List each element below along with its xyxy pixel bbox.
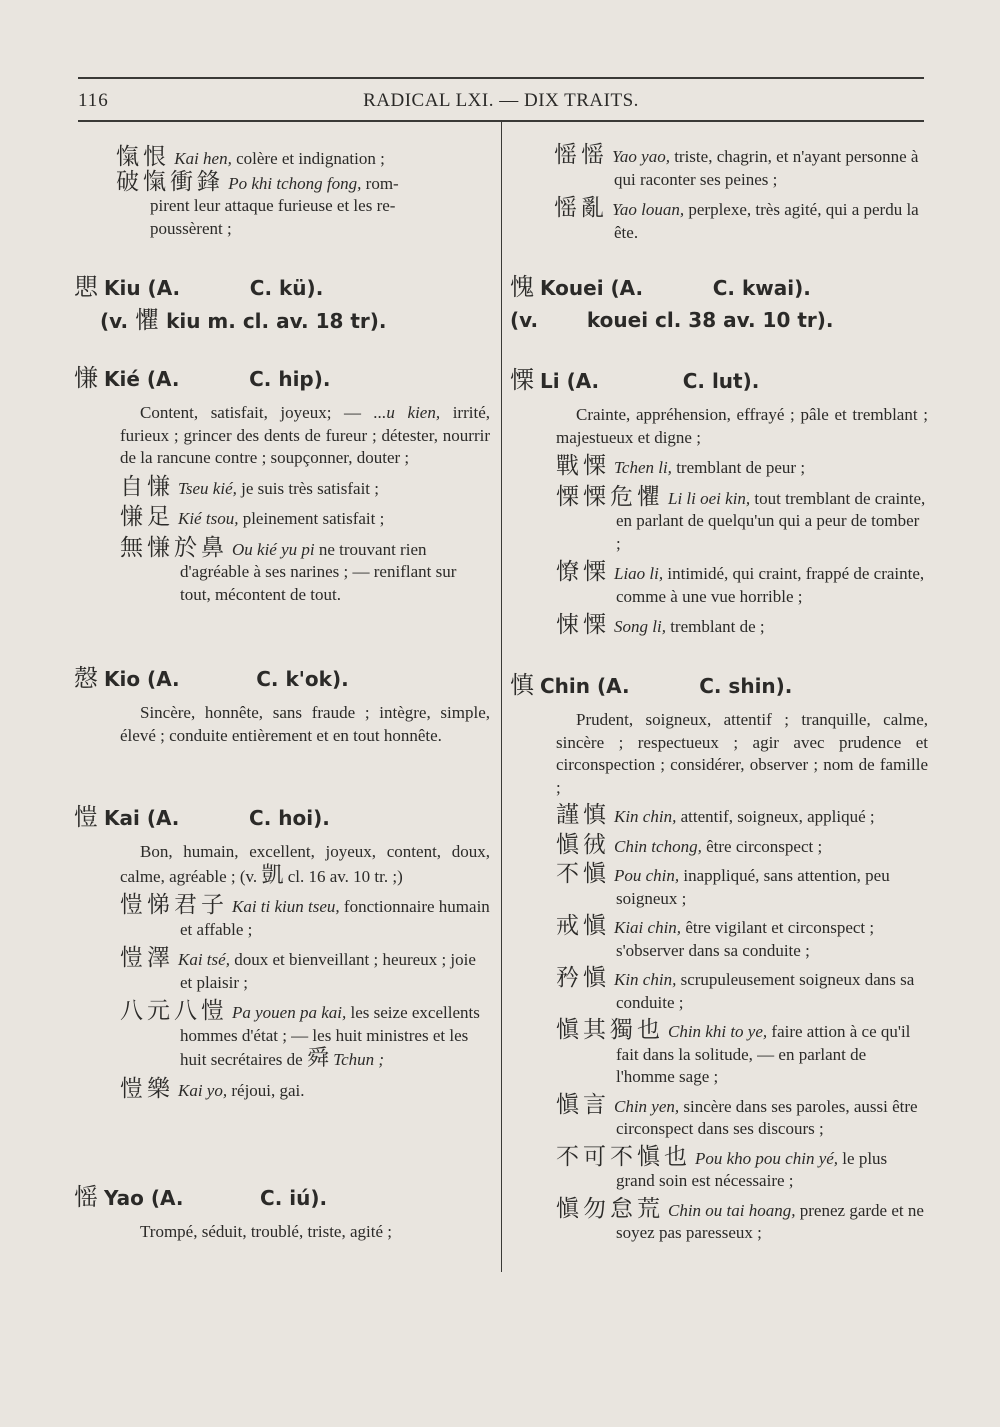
chinese-text: 破愾衝鋒 <box>116 168 224 194</box>
definition-text: scrupuleusement soigneux dans sa conduite ; <box>616 970 915 1012</box>
variant-character: 凱 <box>261 861 284 887</box>
example <box>556 1019 928 1089</box>
romanization: Kié tsou, <box>178 509 239 528</box>
head-character: 慤 <box>74 664 98 692</box>
romanization: Chin khi to ye, <box>668 1022 768 1041</box>
entry-heading: Chin (A. C. shin). <box>540 674 793 698</box>
chinese-text: 謹慎 <box>556 802 610 827</box>
entry-heading: Kié (A. C. hip). <box>104 367 331 391</box>
romanization: Liao li, <box>614 564 664 583</box>
variant-character: 懼 <box>135 306 160 334</box>
romanization: Song li, <box>614 617 666 636</box>
head-character: 愮 <box>74 1183 98 1211</box>
romanization: Yao louan, <box>612 200 685 219</box>
entry-heading: Kiu (A. C. kü). <box>104 276 324 300</box>
entry-chin <box>510 670 928 1245</box>
romanization: Pa youen pa kai, <box>232 1003 347 1022</box>
romanization: Kin chin, <box>614 807 677 826</box>
chinese-text: 不可不愼也 <box>556 1143 691 1169</box>
running-header <box>78 88 924 118</box>
entry-yao <box>74 1182 490 1244</box>
entry-kouei <box>510 272 928 335</box>
definition-text: colère et indignation ; <box>231 149 385 168</box>
example <box>556 967 928 1014</box>
chinese-text: 愮愮 <box>554 142 608 167</box>
example <box>120 534 490 607</box>
definition-text: le plus grand soin est nécessaire ; <box>616 1148 888 1190</box>
entry-kiu <box>74 272 490 336</box>
example <box>556 831 928 859</box>
chinese-text: 愷澤 <box>120 945 174 970</box>
definition-text: Sincère, honnête, sans fraude ; intègre, simple, élevé ; conduite entièrement et en tout honnête. <box>120 703 490 745</box>
definition-text: cl. 16 av. 10 tr. ;) <box>283 866 403 886</box>
entry-subheading: (v. <box>100 309 136 333</box>
top-rule <box>78 77 924 79</box>
romanization: Chin tchong, <box>614 836 702 856</box>
chinese-text: 戰慄 <box>556 453 610 478</box>
definition-text: doux et bienveillant ; heureux ; joie et plaisir ; <box>180 950 476 992</box>
head-character: 慎 <box>510 671 534 699</box>
example <box>556 1195 928 1245</box>
definition-text: Prudent, soigneux, attentif ; tranquille, calme, sincère ; respectueux ; agir avec prudence et circonspection ; considérer, observer ; nom de famille ; <box>556 710 928 797</box>
example <box>556 915 928 962</box>
romanization: Pou chin, <box>614 866 680 885</box>
example <box>556 804 928 829</box>
chinese-text: 慊足 <box>120 504 174 529</box>
definition-text: ne trouvant rien d'agréable à ses narines ; — reniflant sur tout, mécontent de tout. <box>180 539 457 604</box>
chinese-text: 愼㣝 <box>556 831 610 857</box>
chinese-text: 不愼 <box>556 861 610 886</box>
romanization: Kai yo, <box>178 1080 228 1100</box>
romanization: Tchen li, <box>614 458 672 477</box>
definition-text: faire attion à ce qu'il fait dans la solitude, — en parlant de l'homme sage ; <box>616 1022 911 1086</box>
romanization: Tchun ; <box>333 1050 385 1069</box>
entry-subheading: (v. kouei cl. 38 av. 10 tr). <box>510 308 834 332</box>
definition-text: tremblant de peur ; <box>671 458 806 477</box>
example <box>554 197 928 244</box>
chinese-text: 愷樂 <box>120 1075 174 1101</box>
column-divider <box>501 122 502 1272</box>
definition-text: les seize excellents hommes d'état ; — les huit ministres et les huit secrétaires de <box>180 1003 480 1069</box>
romanization: Kiai chin, <box>614 918 682 937</box>
example <box>120 1000 490 1072</box>
chinese-text: 愼其獨也 <box>556 1017 664 1042</box>
example <box>120 1075 490 1103</box>
example <box>120 506 490 531</box>
chinese-text: 無慊於鼻 <box>120 534 228 560</box>
example <box>556 561 928 608</box>
example <box>556 455 928 480</box>
entry-continuation <box>116 146 490 240</box>
head-character: 慊 <box>74 364 98 392</box>
romanization: Chin ou tai hoang, <box>668 1200 796 1220</box>
entry-heading: Li (A. C. lut). <box>540 369 760 393</box>
definition-text: perplexe, très agité, qui a perdu la ête. <box>614 200 919 242</box>
entry-heading: Kai (A. C. hoi). <box>104 806 330 830</box>
chinese-text: 慄慄危懼 <box>556 483 664 509</box>
entry-heading: Yao (A. C. iú). <box>104 1186 328 1210</box>
chinese-text: 矜愼 <box>556 965 610 990</box>
chinese-text: 悚慄 <box>556 612 610 637</box>
definition-text: pirent leur attaque furieuse et les re- <box>150 196 396 215</box>
definition-text: prenez garde et ne soyez pas paresseux ; <box>616 1200 924 1242</box>
romanization: Chin yen, <box>614 1096 680 1116</box>
page-number: 116 <box>78 90 109 111</box>
chinese-text: 愾恨 <box>116 144 170 169</box>
definition-text: Crainte, appréhension, effrayé ; pâle et tremblant ; majestueux et digne ; <box>556 405 928 447</box>
chinese-text: 八元八愷 <box>120 998 228 1023</box>
entry-continuation <box>508 144 928 244</box>
example <box>556 1091 928 1141</box>
romanization: ...u kien, <box>373 403 441 422</box>
entry-heading: Kio (A. C. k'ok). <box>104 667 349 691</box>
definition-text: être circonspect ; <box>701 836 823 856</box>
entry-heading: Kouei (A. C. kwai). <box>540 276 811 300</box>
chinese-text: 憭慄 <box>556 559 610 584</box>
chinese-text: 愮亂 <box>554 195 608 220</box>
definition-text: Bon, humain, excellent, joyeux, content, doux, calme, agréable ; (v. <box>120 842 490 886</box>
example <box>556 863 928 910</box>
definition-text: réjoui, gai. <box>227 1080 305 1100</box>
definition-text: Content, satisfait, joyeux; — <box>140 403 374 422</box>
definition-text: intimidé, qui craint, frappé de crainte, comme à une vue horrible ; <box>616 564 925 606</box>
entry-kai <box>74 802 490 1102</box>
entry-li <box>510 365 928 639</box>
definition-text: inappliqué, sans attention, peu soigneux ; <box>616 866 890 908</box>
chinese-text: 舜 <box>306 1045 329 1070</box>
romanization: Kin chin, <box>614 970 677 989</box>
definition-text: sincère dans ses paroles, aussi être circonspect dans ses discours ; <box>616 1096 918 1138</box>
chinese-text: 愼言 <box>556 1091 610 1117</box>
romanization: Ou kié yu pi <box>232 539 315 559</box>
definition-text: tout tremblant de crainte, en parlant de quelqu'un qui a peur de tomber ; <box>616 488 926 553</box>
definition-text: pleinement satisfait ; <box>238 509 385 528</box>
romanization: Tseu kié, <box>178 478 237 498</box>
romanization: Po khi tchong fong, <box>228 173 362 193</box>
example <box>556 614 928 639</box>
definition-text: tremblant de ; <box>665 617 765 636</box>
example <box>120 947 490 994</box>
romanization: Yao yao, <box>612 147 670 166</box>
head-character: 慄 <box>510 366 534 394</box>
chinese-text: 愼勿怠荒 <box>556 1195 664 1221</box>
entry-kie <box>74 363 490 606</box>
example <box>120 894 490 941</box>
romanization: Kai tsé, <box>178 950 230 969</box>
definition-text: attentif, soigneux, appliqué ; <box>676 807 875 826</box>
head-character: 愳 <box>74 273 98 301</box>
romanization: Kai hen, <box>174 149 232 168</box>
example <box>120 473 490 501</box>
chinese-text: 戒愼 <box>556 913 610 938</box>
chinese-text: 自慊 <box>120 473 174 499</box>
example <box>556 483 928 556</box>
definition-text: irrité, furieux ; grincer des dents de fureur ; détester, nourrir de la rancune contre ; soupçonner, douter ; <box>120 403 490 467</box>
definition-text: rom- <box>361 173 399 193</box>
example <box>556 1143 928 1193</box>
example <box>554 144 928 191</box>
chinese-text: 愷悌君子 <box>120 892 228 917</box>
romanization: Pou kho pou chin yé, <box>695 1148 839 1168</box>
definition-text: triste, chagrin, et n'ayant personne à qui raconter ses peines ; <box>614 147 919 189</box>
entry-subheading: kiu m. cl. av. 18 tr). <box>159 309 387 333</box>
definition-text: être vigilant et circonspect ; s'observer dans sa conduite ; <box>616 918 875 960</box>
head-character: 愧 <box>510 273 534 301</box>
definition-text: fonctionnaire humain et affable ; <box>180 897 490 939</box>
head-character: 愷 <box>74 803 98 831</box>
romanization: Li li oei kin, <box>668 488 751 508</box>
definition-text: je suis très satisfait ; <box>236 478 379 498</box>
entry-kio <box>74 663 490 747</box>
running-title: RADICAL LXI. — DIX TRAITS. <box>363 90 639 111</box>
definition-text: poussèrent ; <box>150 218 232 238</box>
romanization: Kai ti kiun tseu, <box>232 897 340 916</box>
definition-text: Trompé, séduit, troublé, triste, agité ; <box>140 1222 392 1241</box>
